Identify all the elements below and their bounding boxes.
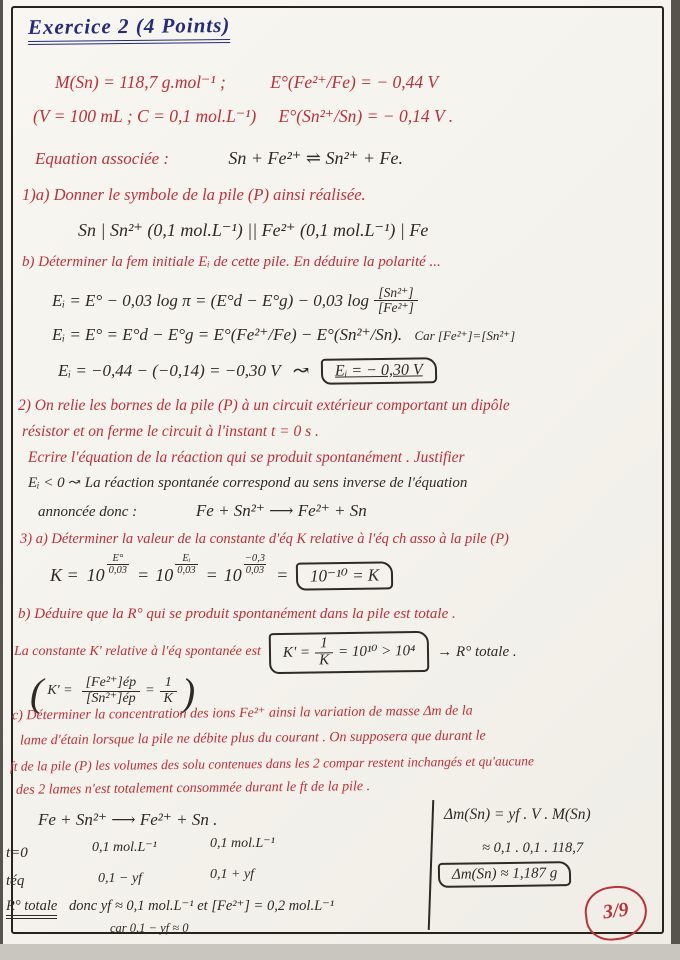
question-3b: b) Déduire que la R° qui se produit spontanément dans la pile est totale . [18,606,456,622]
answer-2-donc: annoncée donc : [38,504,138,520]
k-prime-lhs: K' = [282,644,311,661]
given-e0-sn: E°(Sn²⁺/Sn) = − 0,14 V . [278,106,454,126]
k-equals-1: = [137,565,150,586]
k-exponent-1 [107,553,129,576]
emf-result-box [321,357,437,385]
k-result-box: 10⁻¹⁰ = K [296,561,394,590]
bilan-t0-label: t=0 [6,845,28,861]
paren-equals: = [145,682,155,698]
delta-mass-calculation: ≈ 0,1 . 0,1 . 118,7 [482,840,584,856]
k-exponent-3 [244,553,266,576]
close-paren: ) [181,670,196,715]
paren-lhs: K' = [47,682,73,698]
emf-equation-2 [52,325,515,345]
k-prime-line [14,632,517,673]
paren-den-2: K [160,691,177,707]
emf-result-value: Eᵢ = − 0,30 V [335,361,424,380]
given-line-2 [33,106,453,126]
question-2-line-1: 2) On relie les bornes de la pile (P) à un circuit extérieur comportant un dipôle [18,397,510,414]
squiggle-arrow-icon: ↝ [292,359,310,382]
question-3a: 3) a) Déterminer la valeur de la constante d'éq K relative à l'éq ch asso à la pile (P) [20,531,509,547]
associated-equation-line [35,148,403,169]
emf-eq1-left: Eᵢ = E° − 0,03 log π = (E°d − E°g) − 0,03 log [52,290,370,310]
reaction-totale-label: R° totale [6,898,57,919]
paren-num-1: [Fe²⁺]ép [85,674,137,690]
question-2-line-2: résistor et on ferme le circuit à l'instant t = 0 s . [22,423,319,440]
bilan-t0-sn: 0,1 mol.L⁻¹ [92,840,157,855]
question-1b: b) Déterminer la fem initiale Eᵢ de cette pile. En déduire la polarité ... [22,254,441,270]
fraction-denominator: [Fe²⁺] [374,300,418,315]
given-molar-mass: M(Sn) = 118,7 g.mol⁻¹ ; [55,72,226,92]
paper-sheet [3,0,671,944]
bilan-conclusion-text: donc yf ≈ 0,1 mol.L⁻¹ et [Fe²⁺] = 0,2 mol.L⁻¹ [68,898,335,914]
question-1a: 1)a) Donner le symbole de la pile (P) ainsi réalisée. [22,185,366,204]
bilan-teq-label: téq [6,873,25,889]
delta-mass-result-line [438,862,571,887]
k-base-2: 10 [155,565,174,586]
delta-mass-formula: Δm(Sn) = yf . V . M(Sn) [444,806,591,823]
emf-equation-1 [52,286,423,315]
grade-badge: 3/9 [582,882,650,943]
exercise-title: Exercice 2 (4 Points) [28,13,231,45]
k-exponent-2 [175,553,197,576]
k-exp1-num: E° [112,553,124,565]
emf-numeric-line [58,358,437,384]
paren-den-1: [Sn²⁺]ép [82,691,140,707]
k-prime-fraction [315,636,333,669]
answer-2-line-2 [38,501,367,521]
k-prime-tail: → R° totale . [437,643,517,660]
paren-fraction-2 [160,676,177,706]
k-exp2-num: Eᵢ [182,553,191,565]
bilan-note: car 0,1 − yf ≈ 0 [110,921,189,935]
question-3c-line-1: c) Déterminer la concentration des ions Fe²⁺ ainsi la variation de masse Δm de la [11,703,473,724]
k-exp3-num: −0,3 [244,553,266,565]
k-prime-num: 1 [320,635,328,652]
k-lhs: K = [50,565,79,586]
emf-calculation: Eᵢ = −0,44 − (−0,14) = −0,30 V [58,361,281,381]
concentration-fraction [374,286,418,315]
k-exp1-den: 0,03 [108,565,128,577]
paren-num-2: 1 [164,674,172,690]
k-prime-box [269,631,430,674]
k-constant-equation [50,553,393,590]
given-e0-fe: E°(Fe²⁺/Fe) = − 0,44 V [270,72,439,92]
associated-equation: Sn + Fe²⁺ ⇌ Sn²⁺ + Fe. [228,148,403,168]
k-equals-3: = [276,565,289,586]
emf-eq2-main: Eᵢ = E° = E°d − E°g = E°(Fe²⁺/Fe) − E°(Sn²⁺/Sn). [52,325,403,344]
bilan-teq-fe: 0,1 + yf [210,867,255,882]
question-3c-line-2: lame d'étain lorsque la pile ne débite plus du courant . On supposera que durant le [19,728,486,749]
equation-label: Equation associée : [35,149,170,168]
k-prime-lead: La constante K' relative à l'éq spontanée est [14,644,261,660]
question-2-line-3: Ecrire l'équation de la réaction qui se produit spontanément . Justifier [28,449,465,466]
spontaneous-reaction: Fe + Sn²⁺ ⟶ Fe²⁺ + Sn [195,501,367,520]
fraction-numerator: [Sn²⁺] [378,285,414,300]
k-exp3-den: 0,03 [245,565,265,577]
question-3c-line-4: des 2 lames n'est totalement consommée durant le ft de la pile . [15,779,371,798]
k-base-3: 10 [223,565,242,586]
k-exp2-den: 0,03 [177,565,196,577]
open-paren: ( [30,670,44,715]
k-equals-2: = [205,565,218,586]
bilan-conclusion [6,898,334,915]
question-3c-line-3: ft de la pile (P) les volumes des solu contenues dans les 2 compar restent inchangés et qu'aucune [9,753,534,774]
bilan-teq-sn: 0,1 − yf [98,871,143,886]
answer-2-line-1: Eᵢ < 0 ↝ La réaction spontanée correspond au sens inverse de l'équation [28,475,468,491]
k-prime-rhs: = 10¹⁰ > 10⁴ [337,642,416,660]
delta-mass-result-box: Δm(Sn) ≈ 1,187 g [438,861,572,888]
cell-symbol-answer: Sn | Sn²⁺ (0,1 mol.L⁻¹) || Fe²⁺ (0,1 mol.L⁻¹) | Fe [78,220,429,240]
k-base-1: 10 [86,565,105,586]
paren-fraction-1 [82,676,140,706]
photo-bottom-edge [0,944,680,960]
bilan-reaction: Fe + Sn²⁺ ⟶ Fe²⁺ + Sn . [38,810,218,829]
given-volume-concentration: (V = 100 mL ; C = 0,1 mol.L⁻¹) [33,106,257,126]
bilan-t0-fe: 0,1 mol.L⁻¹ [210,836,275,851]
k-prime-den: K [315,652,333,669]
given-line-1 [55,72,438,92]
emf-eq2-note: Car [Fe²⁺]=[Sn²⁺] [414,328,516,343]
